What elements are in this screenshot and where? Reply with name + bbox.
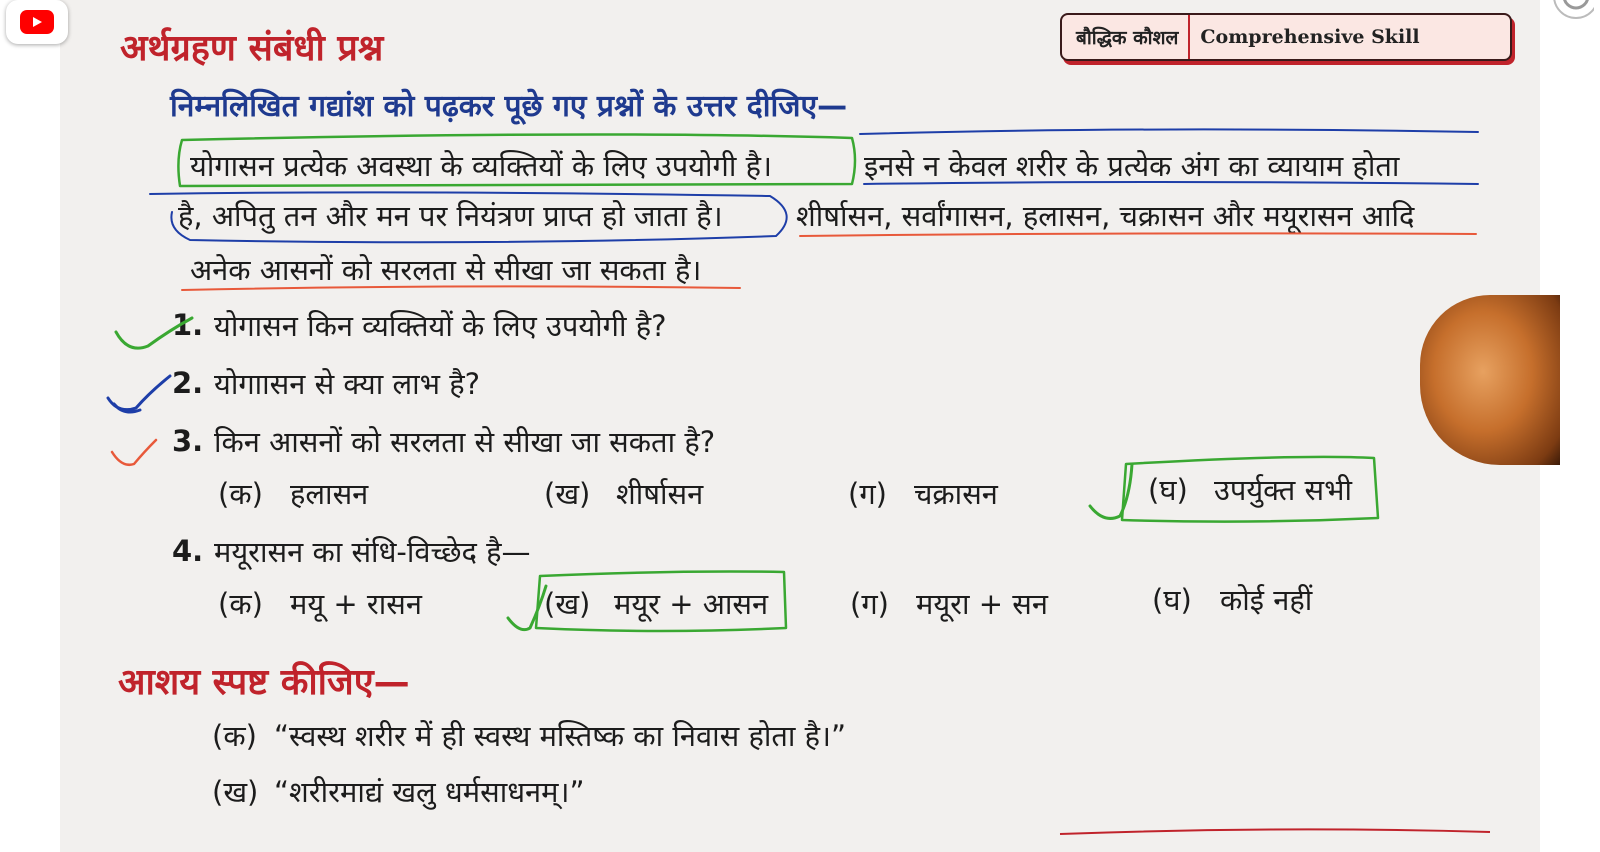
question-text: किन आसनों को सरलता से सीखा जा सकता है? — [214, 425, 716, 459]
question-number: 3. — [172, 424, 204, 458]
orange-underline-2 — [182, 286, 740, 290]
badge-english: Comprehensive Skill — [1200, 26, 1420, 48]
option-label: (घ) — [1152, 583, 1192, 617]
green-box-answer-q4 — [536, 572, 786, 632]
green-check-answer-q4 — [508, 586, 546, 630]
option-label: (घ) — [1148, 473, 1188, 507]
blue-line-top — [860, 129, 1478, 134]
passage-line2-part2: शीर्षासन, सर्वांगासन, हलासन, चक्रासन और मयूरासन आदि — [796, 199, 1415, 233]
question-text: योगासन किन व्यक्तियों के लिए उपयोगी है? — [214, 309, 667, 343]
passage-line2-part1: है, अपितु तन और मन पर नियंत्रण प्राप्त हो जाता है। — [178, 199, 723, 233]
question-number: 1. — [172, 308, 204, 342]
option-text: मयूरा + सन — [916, 587, 1048, 621]
option-label: (ग) — [848, 477, 887, 511]
option-label: (ख) — [544, 587, 591, 621]
option-label: (ग) — [850, 587, 889, 621]
option-label: (ख) — [544, 477, 591, 511]
meaning-label: (ख) — [212, 775, 259, 809]
badge-hindi: बौद्धिक कौशल — [1062, 15, 1190, 59]
green-box-answer-q3 — [1122, 457, 1378, 522]
question-text: योगाासन से क्या लाभ है? — [214, 367, 481, 401]
option-text: शीर्षासन — [616, 477, 704, 511]
question-text: मयूरासन का संधि-विच्छेद है— — [214, 535, 531, 569]
option-text: उपर्युक्त सभी — [1214, 473, 1352, 507]
meaning-label: (क) — [212, 719, 257, 753]
option-text: कोई नहीं — [1220, 583, 1313, 617]
option-label: (क) — [218, 587, 263, 621]
meaning-text: “स्वस्थ शरीर में ही स्वस्थ मस्तिष्क का निवास होता है।” — [274, 719, 847, 753]
orange-check-q3 — [112, 440, 156, 465]
option-label: (क) — [218, 477, 263, 511]
option-text: मयूर + आसन — [614, 587, 769, 621]
question-number: 2. — [172, 366, 204, 400]
option-text: मयू + रासन — [290, 587, 422, 621]
option-text: चक्रासन — [914, 477, 998, 511]
question-number: 4. — [172, 534, 204, 568]
blue-check-q2 — [108, 376, 170, 412]
option-text: हलासन — [290, 477, 369, 511]
meaning-title: आशय स्पष्ट कीजिए— — [118, 662, 410, 703]
blue-loop — [150, 192, 787, 242]
passage-line1-part2: इनसे न केवल शरीर के प्रत्येक अंग का व्यायाम होता — [864, 149, 1400, 183]
meaning-text: “शरीरमाद्यं खलु धर्मसाधनम्।” — [274, 775, 585, 809]
blue-underline-1 — [864, 182, 1478, 184]
passage-line3: अनेक आसनों को सरलता से सीखा जा सकता है। — [190, 253, 702, 287]
orange-underline-1 — [800, 233, 1476, 236]
section-title: अर्थग्रहण संबंधी प्रश्न — [120, 28, 384, 69]
bottom-badge-edge — [1060, 829, 1490, 834]
green-box-sentence1 — [178, 134, 855, 186]
instruction: निम्नलिखित गद्यांश को पढ़कर पूछे गए प्रश्नों के उत्तर दीजिए— — [170, 89, 848, 124]
green-check-q1 — [116, 318, 192, 348]
passage-line1-part1: योगासन प्रत्येक अवस्था के व्यक्तियों के लिए उपयोगी है। — [190, 149, 772, 183]
